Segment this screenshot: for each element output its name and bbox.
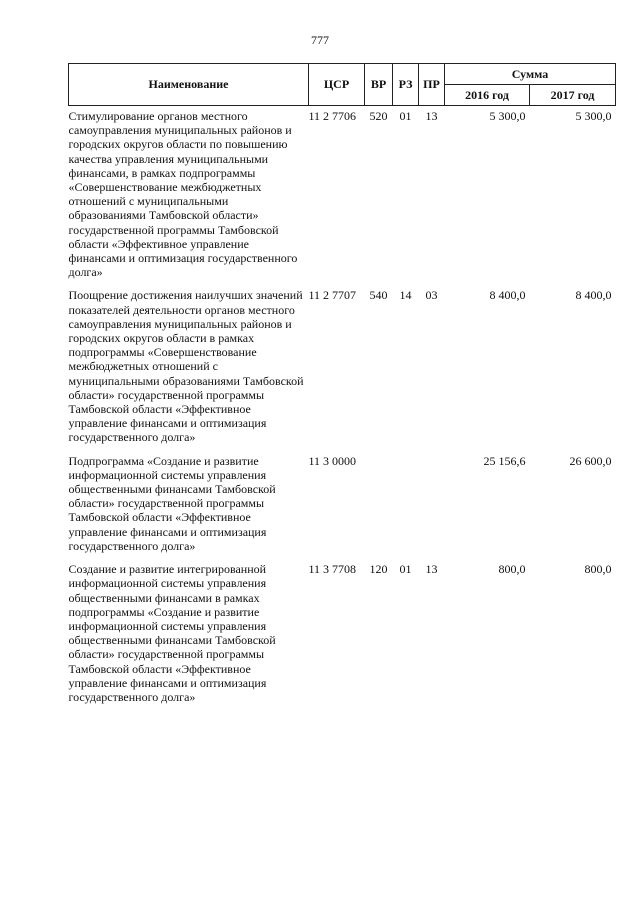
table-row <box>69 451 616 559</box>
header-rz: РЗ <box>393 64 419 106</box>
row-sum-2017: 5 300,0 <box>575 109 612 123</box>
header-pr: ПР <box>419 64 445 106</box>
row-pr: 13 <box>425 109 438 123</box>
row-sum-2017: 26 600,0 <box>569 453 612 468</box>
page-number: 777 <box>311 33 329 47</box>
row-vr: 120 <box>369 562 388 577</box>
row-sum-2016: 25 156,6 <box>483 453 526 468</box>
row-vr: 520 <box>369 109 388 123</box>
table-row <box>69 285 616 450</box>
header-csr: ЦСР <box>309 64 365 106</box>
row-pr <box>419 451 445 559</box>
header-sum: Сумма <box>445 64 616 85</box>
row-name: Стимулирование органов местного самоуправления муниципальных районов и городских округов области по повышению качества управления муниципальными финансами, в рамках подпрограммы «Совершенствование межбюджетных отношений с муниципальными образованиями Тамбовской области» государственной программы Тамбовской области «Эффективное управление финансами и оптимизация государственного долга» <box>68 109 298 280</box>
row-csr: 11 2 7706 <box>308 109 357 123</box>
row-sum-2017: 8 400,0 <box>575 288 612 303</box>
row-sum-2017: 800,0 <box>584 562 612 577</box>
row-sum-2016: 800,0 <box>498 562 526 577</box>
row-csr: 11 2 7707 <box>308 288 357 303</box>
row-name: Создание и развитие интегрированной информационной системы управления общественными финансами в рамках подпрограммы «Создание и развитие информационной системы управления общественными финансами Тамбовской области» государственной программы Тамбовской области «Эффективное управление финансами и оптимизация государственного долга» <box>68 562 276 704</box>
table-row <box>69 106 616 286</box>
row-name: Подпрограмма «Создание и развитие информационной системы управления общественными финансами Тамбовской области» государственной программы Тамбовской области «Эффективное управление финансами и оптимизация государственного долга» <box>68 453 276 553</box>
row-sum-2016: 8 400,0 <box>489 288 526 303</box>
row-csr: 11 3 7708 <box>308 562 357 577</box>
table-row <box>69 559 616 710</box>
row-vr <box>365 451 393 559</box>
header-name: Наименование <box>69 64 309 106</box>
row-vr: 540 <box>369 288 388 303</box>
row-sum-2016: 5 300,0 <box>489 109 526 123</box>
row-rz: 14 <box>399 288 412 303</box>
header-year-2016: 2016 год <box>445 85 530 106</box>
row-pr: 03 <box>425 288 438 303</box>
row-csr: 11 3 0000 <box>308 453 357 468</box>
row-pr: 13 <box>425 562 438 577</box>
header-vr: ВР <box>365 64 393 106</box>
row-rz <box>393 451 419 559</box>
header-year-2017: 2017 год <box>530 85 616 106</box>
row-rz: 01 <box>399 109 412 123</box>
row-name: Поощрение достижения наилучших значений показателей деятельности органов местного самоуправления муниципальных районов и городских округов области в рамках подпрограммы «Совершенствование межбюджетных отношений с муниципальными образованиями Тамбовской области» государственной программы Тамбовской области «Эффективное управление финансами и оптимизация государственного долга» <box>68 288 304 445</box>
budget-table <box>68 63 616 710</box>
row-rz: 01 <box>399 562 412 577</box>
